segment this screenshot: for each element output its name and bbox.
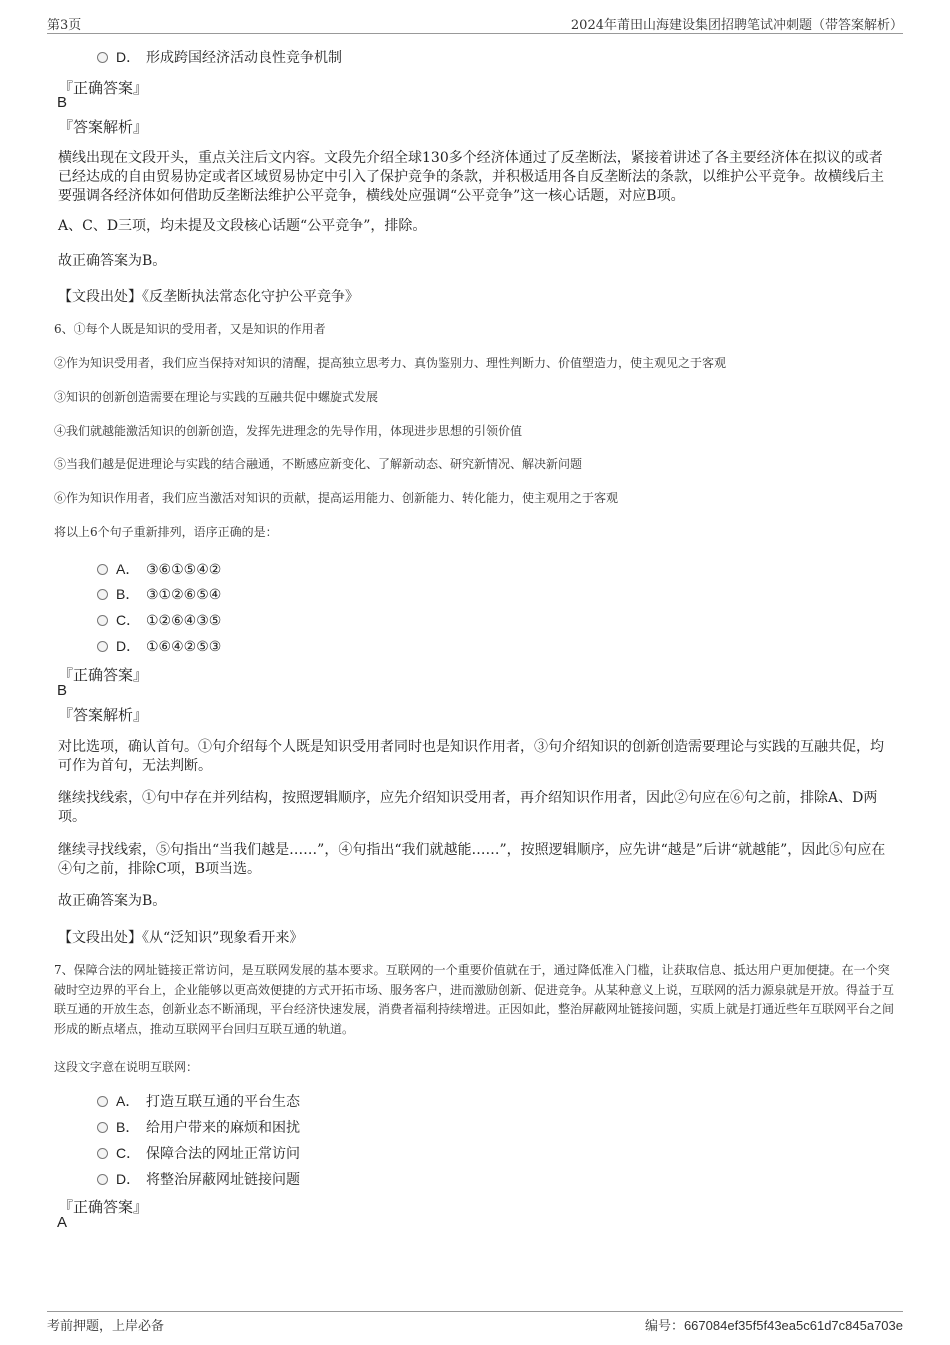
radio-icon[interactable] (97, 1174, 108, 1185)
q6-stem-line-1: 6、①每个人既是知识的受用者，又是知识的作用者 (54, 322, 326, 336)
page-number: 第3页 (47, 18, 82, 33)
q5-answer-label: 『正确答案』 (58, 79, 149, 97)
q7-stem: 7、保障合法的网址链接正常访问，是互联网发展的基本要求。互联网的一个重要价值就在于，通过降低准入门槛，让获取信息、抵达用户更加便捷。在一个突破时空边界的平台上，企业能够以更高效便捷的方式开拓市场、服务客户，进而激励创新、促进竞争。从某种意义上说，互联网的活力源泉就是开放。得益于互联互通的开放生态，创新业态不断涌现，平台经济快速发展，消费者福利持续增进。正因如此，整治屏蔽网址链接问题，实质上就是打通近些年互联网平台之间形成的断点堵点，推动互联网平台回归互联互通的轨道。 (54, 963, 895, 1036)
radio-icon[interactable] (97, 1122, 108, 1133)
q6-source: 【文段出处】《从“泛知识”现象看开来》 (58, 930, 304, 946)
q6-prompt: 将以上6个句子重新排列，语序正确的是： (54, 525, 278, 539)
q6-analysis-p3: 继续寻找线索，⑤句指出“当我们越是……”，④句指出“我们就越能……”，按照逻辑顺序，应先讲“越是”后讲“就越能”，因此⑤句应在④句之前，排除C项，B项当选。 (58, 842, 886, 877)
radio-icon[interactable] (97, 589, 108, 600)
q6-option-d[interactable]: D． ①⑥④②⑤③ (97, 636, 221, 656)
q6-option-a[interactable]: A． ③⑥①⑤④② (97, 559, 221, 579)
radio-icon[interactable] (97, 615, 108, 626)
q5-source: 【文段出处】《反垄断执法常态化守护公平竞争》 (58, 289, 359, 305)
radio-icon[interactable] (97, 52, 108, 63)
page-footer (47, 1311, 903, 1336)
footer-serial: 编号：667084ef35f5f43ea5c61d7c845a703e (644, 1318, 903, 1333)
q6-option-b[interactable]: B． ③①②⑥⑤④ (97, 584, 221, 604)
q6-answer: B (57, 682, 68, 699)
q6-stem-line-2: ②作为知识受用者，我们应当保持对知识的清醒，提高独立思考力、真伪鉴别力、理性判断力、价值塑造力，使主观见之于客观 (54, 356, 727, 370)
radio-icon[interactable] (97, 1096, 108, 1107)
footer-slogan: 考前押题，上岸必备 (47, 1319, 165, 1334)
q6-stem-line-5: ⑤当我们越是促进理论与实践的结合融通，不断感应新变化、了解新动态、研究新情况、解决新问题 (54, 457, 583, 471)
q7-option-b[interactable]: B． 给用户带来的麻烦和困扰 (97, 1117, 300, 1137)
radio-icon[interactable] (97, 564, 108, 575)
page-header (47, 12, 903, 34)
q6-stem-line-4: ④我们就越能激活知识的创新创造，发挥先进理念的先导作用，体现进步思想的引领价值 (54, 424, 523, 438)
radio-icon[interactable] (97, 1148, 108, 1159)
q6-analysis-p1: 对比选项，确认首句。①句介绍每个人既是知识受用者同时也是知识作用者，③句介绍知识的创新创造需要理论与实践的互融共促，均可作为首句，无法判断。 (58, 739, 884, 774)
q6-analysis-p2: 继续找线索，①句中存在并列结构，按照逻辑顺序，应先介绍知识受用者，再介绍知识作用者，因此②句应在⑥句之前，排除A、D两项。 (58, 790, 878, 825)
q6-option-c[interactable]: C． ①②⑥④③⑤ (97, 610, 221, 630)
q5-option-d[interactable]: D． 形成跨国经济活动良性竞争机制 (97, 47, 342, 67)
radio-icon[interactable] (97, 641, 108, 652)
q6-answer-label: 『正确答案』 (58, 666, 149, 684)
document-title: 2024年莆田山海建设集团招聘笔试冲刺题（带答案解析） (570, 18, 903, 33)
q7-answer-label: 『正确答案』 (58, 1198, 149, 1216)
q5-analysis-p2: A、C、D三项，均未提及文段核心话题“公平竞争”，排除。 (58, 218, 427, 234)
q5-analysis-p1: 横线出现在文段开头，重点关注后文内容。文段先介绍全球130多个经济体通过了反垄断法，紧接着讲述了各主要经济体在拟议的或者已经达成的自由贸易协定或者区域贸易协定中引入了保护竞争的条款，并积极适用各自反垄断法的条款，以维护公平竞争。故横线后主要强调各经济体如何借助反垄断法维护公平竞争，横线处应强调“公平竞争”这一核心话题，对应B项。 (58, 150, 884, 204)
q7-answer: A (57, 1214, 68, 1231)
q5-analysis-label: 『答案解析』 (58, 118, 149, 136)
q7-prompt: 这段文字意在说明互联网： (54, 1060, 199, 1074)
q5-answer: B (57, 94, 68, 111)
q7-option-c[interactable]: C． 保障合法的网址正常访问 (97, 1143, 300, 1163)
q6-analysis-p4: 故正确答案为B。 (58, 893, 167, 909)
q7-option-d[interactable]: D． 将整治屏蔽网址链接问题 (97, 1169, 300, 1189)
q7-option-a[interactable]: A． 打造互联互通的平台生态 (97, 1091, 300, 1111)
q6-stem-line-3: ③知识的创新创造需要在理论与实践的互融共促中螺旋式发展 (54, 390, 379, 404)
q6-analysis-label: 『答案解析』 (58, 706, 149, 724)
q6-stem-line-6: ⑥作为知识作用者，我们应当激活对知识的贡献，提高运用能力、创新能力、转化能力，使主观用之于客观 (54, 491, 619, 505)
q5-analysis-p3: 故正确答案为B。 (58, 253, 167, 269)
